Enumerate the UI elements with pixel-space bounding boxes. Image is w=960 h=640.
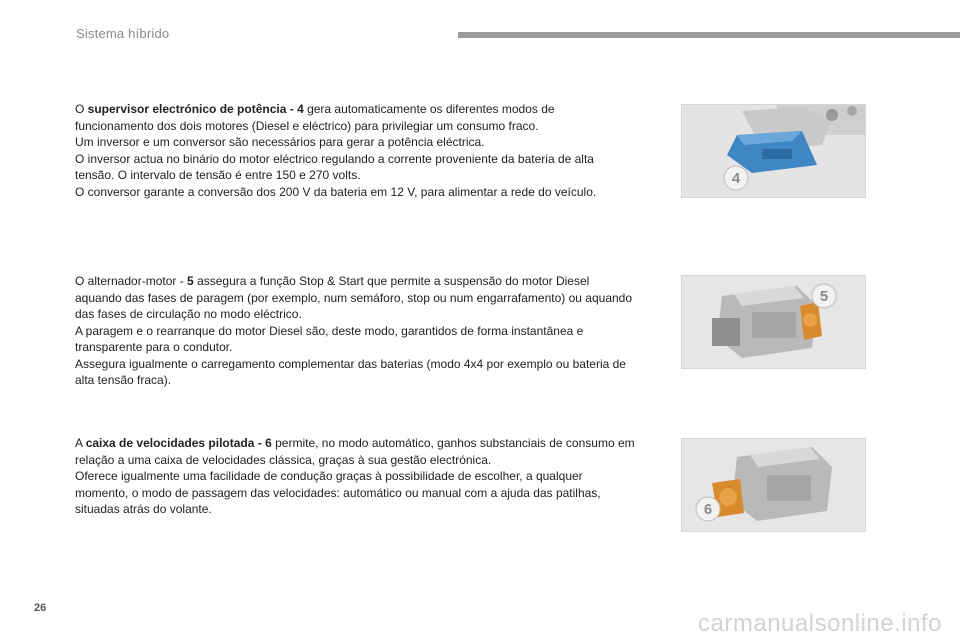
paragraph-intro: O alternador-motor - 5 assegura a função Stop & Start que permite a suspensão do motor Diesel aquando das fases de paragem (por exemplo, num semáforo, stop ou num engarrafamento) ou aquando das fases de circulação no modo eléctrico.	[75, 274, 633, 321]
figure-number-badge	[812, 284, 836, 308]
paragraph-line: Oferece igualmente uma facilidade de condução graças à possibilidade de escolher, a qualquer momento, o modo de passagem das velocidades: automático ou manual com a ajuda das patilhas, situadas atrás do volante.	[75, 469, 601, 516]
paragraph-intro: O supervisor electrónico de potência - 4 gera automaticamente os diferentes modos de funcionamento dos dois motores (Diesel e eléctrico) para privilegiar um consumo fraco.	[75, 102, 555, 133]
watermark: carmanualsonline.info	[698, 610, 942, 637]
header-rule	[458, 32, 960, 38]
paragraph-line: Um inversor e um conversor são necessários para gerar a potência eléctrica.	[75, 135, 485, 149]
highlight-term: supervisor electrónico de potência - 4	[87, 102, 304, 116]
section-title: Sistema híbrido	[76, 26, 170, 41]
paragraph-line: Assegura igualmente o carregamento complementar das baterias (modo 4x4 por exemplo ou bateria de alta tensão fraca).	[75, 356, 626, 387]
highlight-term: caixa de velocidades pilotada - 6	[85, 436, 272, 450]
paragraph-line: O conversor garante a conversão dos 200 V da bateria em 12 V, para alimentar a rede do veículo.	[75, 184, 597, 199]
figure-number-badge	[696, 497, 720, 521]
svg-text:6: 6	[703, 501, 713, 518]
section-power-supervisor	[75, 101, 635, 200]
figure-power-supervisor	[681, 104, 866, 198]
paragraph-line: O inversor actua no binário do motor eléctrico regulando a corrente proveniente da bateria de alta tensão. O intervalo de tensão é entre 150 e 270 volts.	[75, 151, 594, 182]
svg-text:5: 5	[819, 288, 829, 305]
paragraph-intro: A caixa de velocidades pilotada - 6 permite, no modo automático, ganhos substanciais de consumo em relação a uma caixa de velocidades clássica, graças à sua gestão electrónica.	[75, 436, 635, 467]
page-number: 26	[34, 602, 47, 614]
figure-piloted-gearbox	[681, 438, 866, 532]
highlight-term: 5	[187, 274, 194, 288]
svg-text:4: 4	[731, 170, 741, 187]
paragraph-line: A paragem e o rearranque do motor Diesel são, deste modo, garantidos de forma instantânea e transparente para o condutor.	[75, 323, 584, 354]
section-piloted-gearbox	[75, 435, 635, 518]
section-alternator-motor	[75, 273, 635, 389]
figure-number-badge	[724, 166, 748, 190]
figure-alternator-motor	[681, 275, 866, 369]
